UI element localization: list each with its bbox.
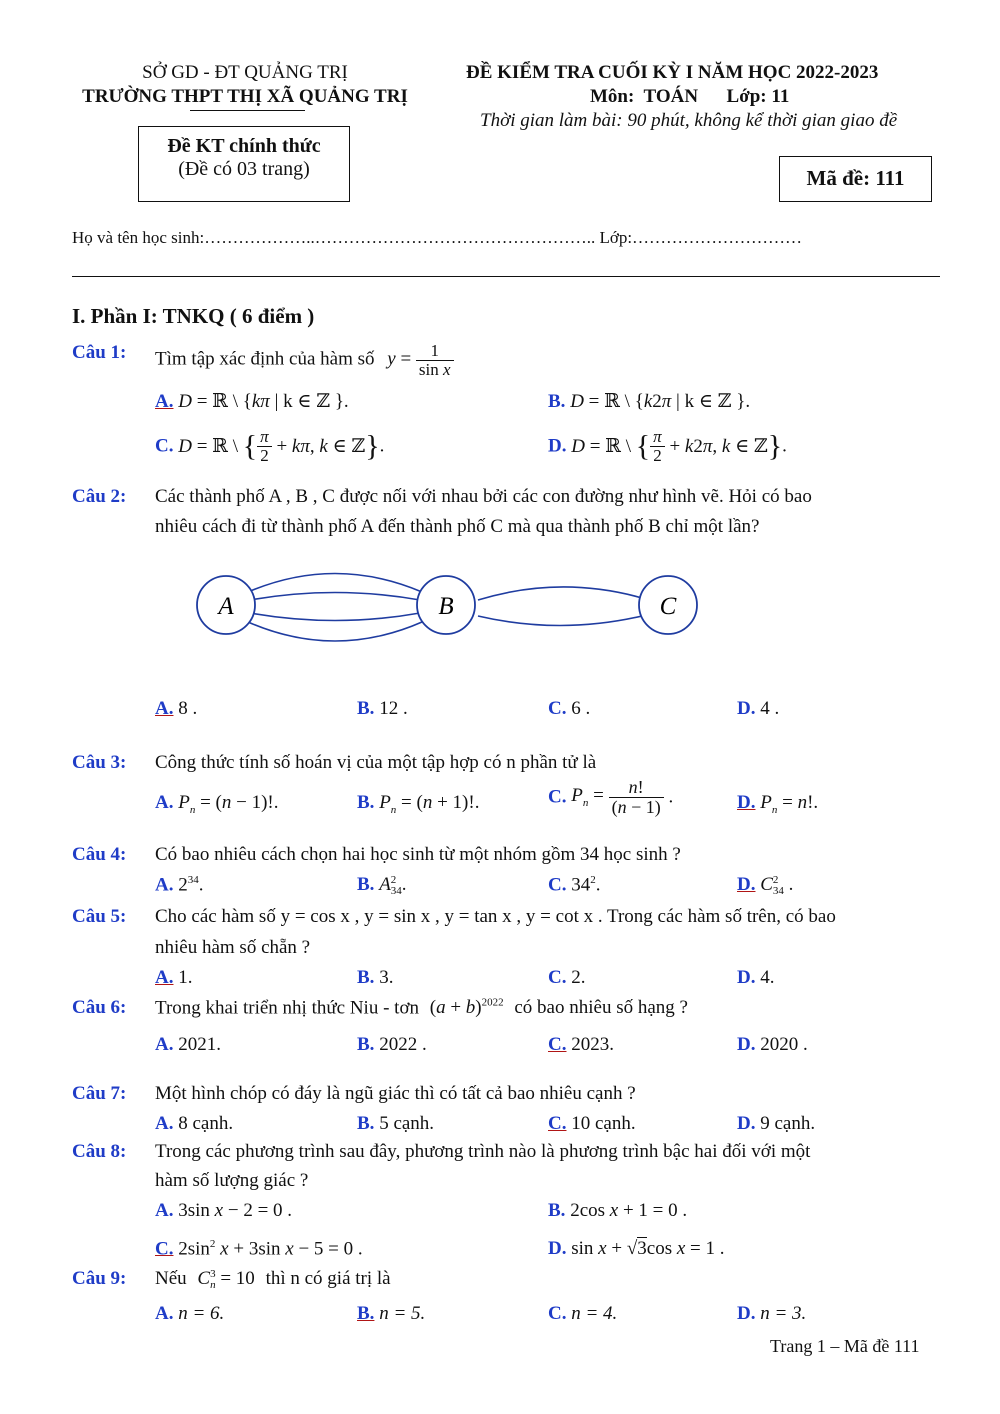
- q3-option-a[interactable]: A. $P_n = (n - 1)$!.: [155, 792, 279, 816]
- department-name: SỞ GD - ĐT QUẢNG TRỊ: [142, 62, 348, 83]
- question-1-prompt: Tìm tập xác định của hàm số: [155, 348, 375, 370]
- exam-time: Thời gian làm bài: 90 phút, không kể thời gian giao đề: [480, 110, 898, 131]
- header-divider: [72, 276, 940, 277]
- question-4-label: Câu 4:: [72, 844, 127, 865]
- question-7-text: Một hình chóp có đáy là ngũ giác thì có tất cả bao nhiêu cạnh ?: [155, 1083, 636, 1104]
- q6-option-b[interactable]: B. 2022 .: [357, 1034, 427, 1055]
- q5-option-b[interactable]: B. 3.: [357, 967, 394, 988]
- question-1-label: Câu 1:: [72, 342, 127, 363]
- q6-option-c[interactable]: C. 2023.: [548, 1034, 614, 1055]
- page-count: (Đề có 03 trang): [178, 158, 310, 180]
- q7-option-a[interactable]: A. 8 cạnh.: [155, 1113, 234, 1134]
- question-7-label: Câu 7:: [72, 1083, 127, 1104]
- q4-option-d[interactable]: D. C 2 34 .: [737, 873, 794, 897]
- exam-code: Mã đề: 111: [806, 166, 905, 190]
- combination-expression: C 3 n = 10: [197, 1267, 255, 1291]
- section-title: I. Phần I: TNKQ ( 6 điểm ): [72, 304, 315, 328]
- exam-title: ĐỀ KIỂM TRA CUỐI KỲ I NĂM HỌC 2022-2023: [466, 62, 879, 83]
- q6-option-a[interactable]: A. 2021.: [155, 1034, 221, 1055]
- question-9-label: Câu 9:: [72, 1268, 127, 1289]
- question-3-text: Công thức tính số hoán vị của một tập hợp có n phần tử là: [155, 752, 597, 773]
- q9-option-c[interactable]: C. n = 4.: [548, 1303, 618, 1324]
- q2-option-a[interactable]: A. 8 .: [155, 698, 198, 719]
- q7-option-b[interactable]: B. 5 cạnh.: [357, 1113, 435, 1134]
- roads-a-b: [248, 574, 422, 642]
- q5-option-a[interactable]: A. 1.: [155, 967, 193, 988]
- question-3-label: Câu 3:: [72, 752, 127, 773]
- q7-option-d[interactable]: D. 9 cạnh.: [737, 1113, 816, 1134]
- q9-option-a[interactable]: A. n = 6.: [155, 1303, 225, 1324]
- q8-option-a[interactable]: A. 3sin x − 2 = 0 .: [155, 1200, 293, 1221]
- question-9-text: Nếu C 3 n = 10 thì n có giá trị là: [155, 1267, 391, 1291]
- question-4-text: Có bao nhiêu cách chọn hai học sinh từ một nhóm gồm 34 học sinh ?: [155, 844, 681, 865]
- q6-option-d[interactable]: D. 2020 .: [737, 1034, 808, 1055]
- question-2-line1: Các thành phố A , B , C được nối với nhau bởi các con đường như hình vẽ. Hỏi có bao: [155, 486, 812, 507]
- q1-option-a[interactable]: A. D = ℝ \ {kπ | k ∈ ℤ }.: [155, 391, 349, 412]
- q3-option-b[interactable]: B. $P_n = (n + 1)$!.: [357, 792, 480, 816]
- q7-option-c[interactable]: C. 10 cạnh.: [548, 1113, 636, 1134]
- q3-option-d[interactable]: D. $P_n = n$!.: [737, 792, 819, 816]
- q4-option-c[interactable]: C. $34^2$.: [548, 874, 601, 896]
- question-2-label: Câu 2:: [72, 486, 127, 507]
- q1-option-d[interactable]: D. D = ℝ \ { $\frac{\pi}{2}$ + k2π, k ∈ ℤ}.: [548, 427, 787, 465]
- q8-option-d[interactable]: D. sin x + √3cos x = 1 .: [548, 1238, 725, 1259]
- header-underline: [190, 110, 305, 111]
- q8-option-b[interactable]: B. 2cos x + 1 = 0 .: [548, 1200, 688, 1221]
- q8-option-c[interactable]: C. $2\sin^2$ x + 3sin x − 5 = 0 .: [155, 1238, 363, 1260]
- official-label: Đề KT chính thức: [167, 135, 321, 157]
- q4-option-b[interactable]: B. A 2 34 .: [357, 873, 407, 897]
- question-2-line2: nhiêu cách đi từ thành phố A đến thành phố C mà qua thành phố B chỉ một lần?: [155, 516, 760, 537]
- exam-subject: Môn: TOÁN Lớp: 11: [590, 86, 790, 107]
- question-5-label: Câu 5:: [72, 906, 127, 927]
- official-box: [138, 126, 350, 202]
- question-5-line1: Cho các hàm số y = cos x , y = sin x , y = tan x , y = cot x . Trong các hàm số trên, có bao: [155, 906, 836, 927]
- question-8-label: Câu 8:: [72, 1141, 127, 1162]
- city-b-label: B: [438, 593, 454, 620]
- q1-option-c[interactable]: C. D = ℝ \ { $\frac{\pi}{2}$ + kπ, k ∈ ℤ}.: [155, 427, 385, 465]
- student-info-line: Họ và tên học sinh:………………..………………………………………….. Lớp:…………………………: [72, 228, 803, 247]
- question-8-line2: hàm số lượng giác ?: [155, 1170, 309, 1191]
- q5-option-d[interactable]: D. 4.: [737, 967, 775, 988]
- q5-option-c[interactable]: C. 2.: [548, 967, 586, 988]
- q2-option-c[interactable]: C. 6 .: [548, 698, 591, 719]
- question-6-label: Câu 6:: [72, 997, 127, 1018]
- question-1-function: y = $\frac{1}{\text{sin x}}$: [387, 342, 453, 379]
- q4-option-a[interactable]: A. $2^{34}$.: [155, 874, 204, 896]
- question-6-text: Trong khai triển nhị thức Niu - tơn $(a + b)^{2022}$ có bao nhiêu số hạng ?: [155, 997, 688, 1019]
- q2-option-b[interactable]: B. 12 .: [357, 698, 408, 719]
- q9-option-d[interactable]: D. n = 3.: [737, 1303, 807, 1324]
- question-1-text: [155, 342, 454, 379]
- binomial-expression: $(a + b)^{2022}$: [429, 997, 504, 1019]
- question-5-line2: nhiêu hàm số chẵn ?: [155, 937, 311, 958]
- city-c-label: C: [659, 593, 677, 620]
- city-a-label: A: [218, 593, 234, 620]
- school-name: TRƯỜNG THPT THỊ XÃ QUẢNG TRỊ: [82, 86, 408, 107]
- q3-option-c[interactable]: C. $P_n$ = $\frac{n!}{(n - 1)}$ .: [548, 777, 674, 817]
- q9-option-b[interactable]: B. n = 5.: [357, 1303, 426, 1324]
- roads-b-c: [478, 587, 642, 626]
- q1-option-b[interactable]: B. D = ℝ \ {k2π | k ∈ ℤ }.: [548, 391, 751, 412]
- exam-code-box: [779, 156, 932, 202]
- question-8-line1: Trong các phương trình sau đây, phương trình nào là phương trình bậc hai đối với một: [155, 1141, 811, 1162]
- city-road-diagram: [190, 560, 710, 660]
- q2-option-d[interactable]: D. 4 .: [737, 698, 780, 719]
- page-footer: Trang 1 – Mã đề 111: [770, 1336, 920, 1356]
